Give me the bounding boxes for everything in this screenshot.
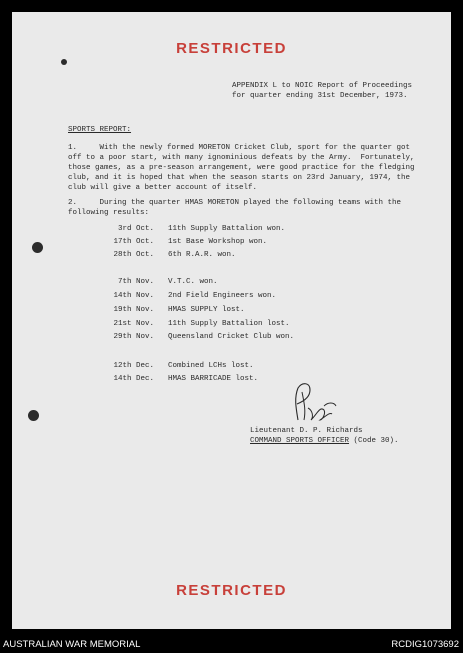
footer-source: AUSTRALIAN WAR MEMORIAL xyxy=(3,639,141,650)
punch-hole-mark xyxy=(28,410,39,421)
document-page xyxy=(12,12,451,629)
result-date: 28th Oct. xyxy=(113,251,154,259)
result-date: 7th Nov. xyxy=(117,278,154,286)
result-text: 6th R.A.R. won. xyxy=(168,251,236,259)
result-text: HMAS SUPPLY lost. xyxy=(168,306,245,314)
result-date: 21st Nov. xyxy=(113,320,154,328)
result-text: 11th Supply Battalion won. xyxy=(168,225,286,233)
appendix-heading-line2: for quarter ending 31st December, 1973. xyxy=(232,92,408,100)
para1-line: 1. With the newly formed MORETON Cricket Club, sport for the quarter got xyxy=(68,144,411,152)
signatory-name: Lieutenant D. P. Richards xyxy=(250,427,363,435)
restricted-stamp-top: RESTRICTED xyxy=(176,40,287,57)
signatory-block xyxy=(250,436,399,446)
result-text: HMAS BARRICADE lost. xyxy=(168,375,259,383)
result-text: 2nd Field Engineers won. xyxy=(168,292,277,300)
ink-blot xyxy=(61,59,67,65)
restricted-stamp-bottom: RESTRICTED xyxy=(176,582,287,599)
signatory-title: COMMAND SPORTS OFFICER xyxy=(250,437,350,445)
result-date: 14th Nov. xyxy=(113,292,154,300)
result-text: 1st Base Workshop won. xyxy=(168,238,268,246)
para1-line: club will give a better account of itself. xyxy=(68,184,258,192)
handwritten-signature xyxy=(284,380,342,426)
para1-line: those games, as a pre-season arrangement, were good practice for the fledging xyxy=(68,164,415,172)
para2-line: 2. During the quarter HMAS MORETON played the following teams with the xyxy=(68,199,402,207)
result-date: 3rd Oct. xyxy=(117,225,154,233)
para1-line: club, and it is hoped that when the season starts on 23rd January, 1974, the xyxy=(68,174,411,182)
para2-line: following results: xyxy=(68,209,150,217)
result-text: 11th Supply Battalion lost. xyxy=(168,320,290,328)
result-text: V.T.C. won. xyxy=(168,278,218,286)
result-date: 19th Nov. xyxy=(113,306,154,314)
result-text: Combined LCHs lost. xyxy=(168,362,254,370)
punch-hole-mark xyxy=(32,242,43,253)
result-text: Queensland Cricket Club won. xyxy=(168,333,295,341)
result-date: 14th Dec. xyxy=(113,375,154,383)
footer-record-id: RCDIG1073692 xyxy=(391,639,459,650)
result-date: 29th Nov. xyxy=(113,333,154,341)
signatory-code: (Code 30). xyxy=(349,437,399,445)
appendix-heading-line1: APPENDIX L to NOIC Report of Proceedings xyxy=(232,82,413,90)
section-title: SPORTS REPORT: xyxy=(68,126,132,134)
archive-footer xyxy=(0,638,463,653)
result-date: 12th Dec. xyxy=(113,362,154,370)
para1-line: off to a poor start, with many ignominious defeats by the Army. Fortunately, xyxy=(68,154,415,162)
result-date: 17th Oct. xyxy=(113,238,154,246)
